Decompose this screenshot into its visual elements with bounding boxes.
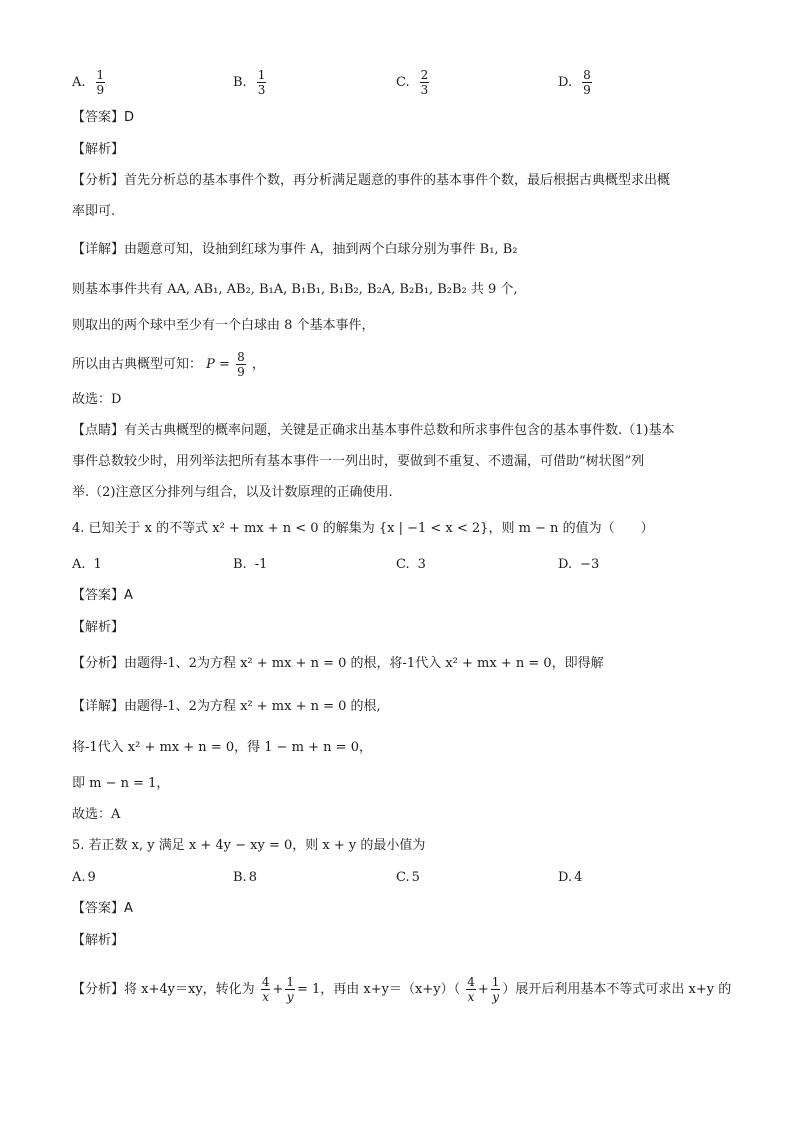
q4-substitute-line: 将-1代入 x² + mx + n = 0，得 1 − m + n = 0，	[72, 740, 372, 755]
q3-events-line: 则基本事件共有 AA, AB₁, AB₂, B₁A, B₁B₁, B₁B₂, B₂A, B₂B₁, B₂B₂ 共 9 个,	[72, 282, 518, 297]
q3-option-d: D. $\frac{8}{9}$	[558, 68, 591, 97]
q4-answer: 【答案】A	[72, 588, 133, 603]
option-fraction: $\frac{1}{9}$	[96, 68, 105, 97]
q4-option-b: B. -1	[233, 557, 268, 572]
q4-result-line: 即 m − n = 1，	[72, 776, 170, 791]
q3-fenxi-line-1: 【分析】首先分析总的基本事件个数，再分析满足题意的事件的基本事件个数，最后根据古典概型求出概	[72, 173, 671, 188]
q4-option-d: D. −3	[558, 557, 600, 572]
q5-option-d: D. 4	[558, 870, 583, 885]
q5-fenxi-line: 【分析】将 x+4y＝xy，转化为 $\frac{4}{x}$ + $\frac{1}{y}$ = 1，再由 x+y＝（x+y）（ $\frac{4}{x}$ + $\frac{1}{y}$ ）展开后利用基本不等式可求出 x+y 的	[72, 975, 732, 1004]
q5-jiexi-heading: 【解析】	[72, 933, 125, 948]
q3-xiangjie-line: 【详解】由题意可知，设抽到红球为事件 A，抽到两个白球分别为事件 B₁, B₂	[72, 242, 518, 257]
q3-dianjing-line-1: 【点睛】有关古典概型的概率问题，关键是正确求出基本事件总数和所求事件包含的基本事件数.（1)基本	[72, 423, 675, 438]
q3-option-a: A. $\frac{1}{9}$	[72, 68, 105, 97]
q3-dianjing-line-3: 举.（2)注意区分排列与组合，以及计数原理的正确使用.	[72, 485, 393, 500]
q4-xiangjie-line: 【详解】由题得-1、2为方程 x² + mx + n = 0 的根,	[72, 699, 381, 714]
fraction-1-over-y: $\frac{1}{y}$	[286, 975, 294, 1004]
q3-jiexi-heading: 【解析】	[72, 142, 125, 157]
option-fraction: $\frac{2}{3}$	[420, 68, 429, 97]
q4-option-a: A. 1	[72, 557, 102, 572]
q5-option-c: C. 5	[396, 870, 420, 885]
fraction-1-over-y: $\frac{1}{y}$	[491, 975, 500, 1004]
option-fraction: $\frac{1}{3}$	[257, 68, 266, 97]
q3-answer: 【答案】D	[72, 110, 135, 125]
q5-answer: 【答案】A	[72, 901, 133, 916]
q3-option-c: C. $\frac{2}{3}$	[396, 68, 429, 97]
q3-dianjing-line-2: 事件总数较少时，用列举法把所有基本事件一一列出时，要做到不重复、不遗漏，可借助“树状图”列	[72, 454, 645, 469]
q4-jiexi-heading: 【解析】	[72, 620, 125, 635]
q5-option-b: B. 8	[233, 870, 257, 885]
q3-option-b: B. $\frac{1}{3}$	[233, 68, 266, 97]
fraction-4-over-x: $\frac{4}{x}$	[467, 975, 475, 1004]
q4-fenxi-line: 【分析】由题得-1、2为方程 x² + mx + n = 0 的根，将-1代入 x² + mx + n = 0，即得解	[72, 656, 604, 671]
q5-stem: 5. 若正数 x, y 满足 x + 4y − xy = 0，则 x + y 的最小值为	[72, 838, 426, 853]
probability-fraction: $\frac{8}{9}$	[237, 350, 245, 379]
q3-probability-line: 所以由古典概型可知： P = $\frac{8}{9}$ ，	[72, 350, 265, 379]
q3-eight-events-line: 则取出的两个球中至少有一个白球由 8 个基本事件，	[72, 318, 375, 333]
q4-stem: 4. 已知关于 x 的不等式 x² + mx + n < 0 的解集为 {x | −1 < x < 2}，则 m − n 的值为（ ）	[72, 521, 654, 536]
q4-choice: 故选：A	[72, 807, 121, 822]
fraction-4-over-x: $\frac{4}{x}$	[261, 975, 270, 1004]
q4-option-c: C. 3	[396, 557, 426, 572]
q3-fenxi-line-2: 率即可.	[72, 204, 116, 219]
option-fraction: $\frac{8}{9}$	[583, 68, 591, 97]
q3-choice: 故选：D	[72, 392, 122, 407]
q5-option-a: A. 9	[72, 870, 96, 885]
